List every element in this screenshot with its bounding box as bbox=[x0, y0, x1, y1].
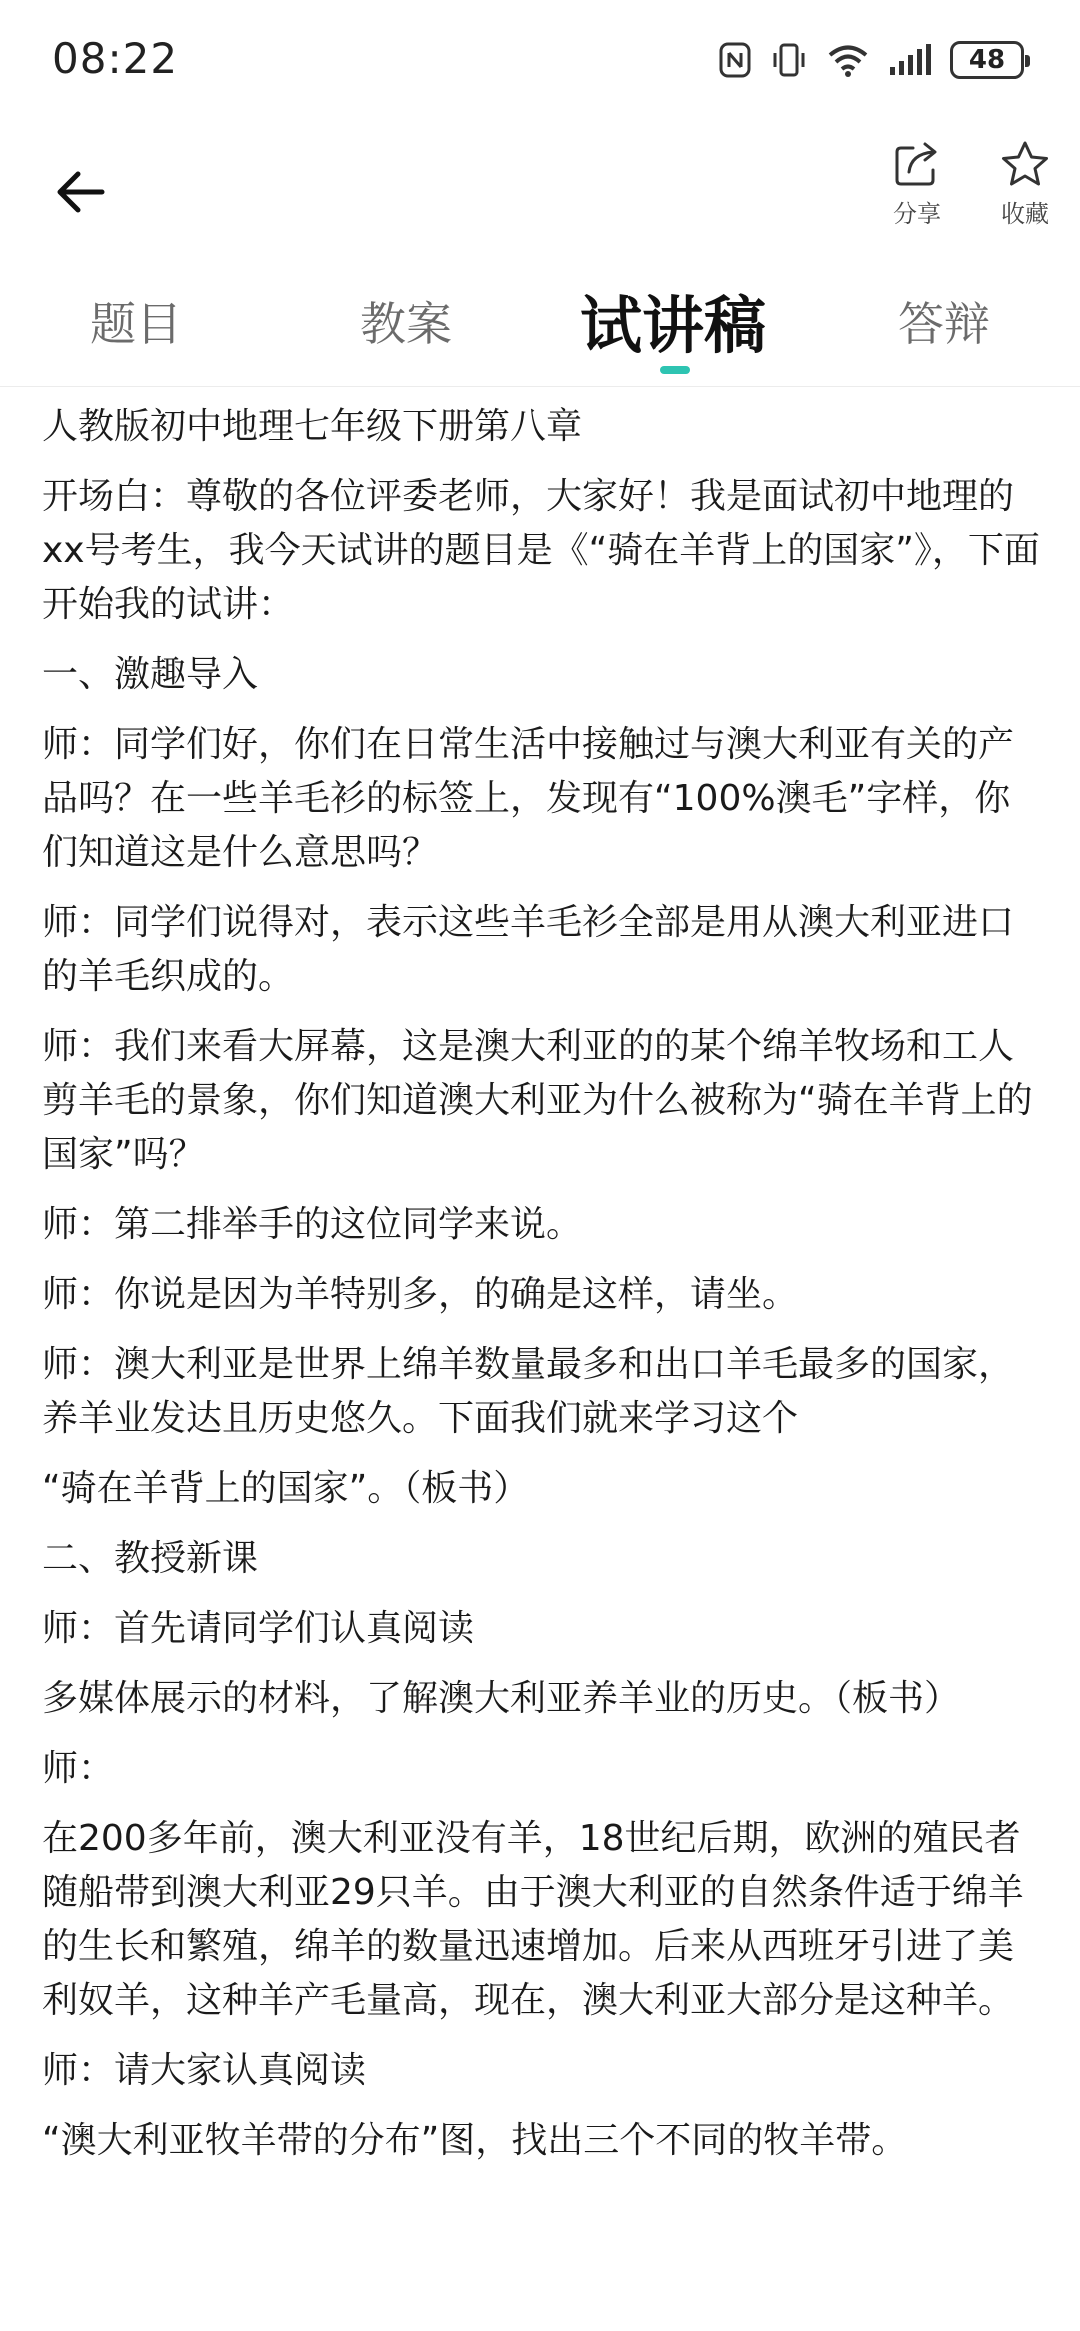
battery-icon bbox=[950, 41, 1024, 79]
paragraph: 师：第二排举手的这位同学来说。 bbox=[42, 1204, 583, 1245]
top-bar bbox=[0, 120, 1080, 260]
paragraph: 多媒体展示的材料，了解澳大利亚养羊业的历史。（板书） bbox=[42, 1678, 961, 1719]
paragraph: 师：同学们好，你们在日常生活中接触过与澳大利亚有关的产品吗？在一些羊毛衫的标签上，发现有“100%澳毛”字样，你们知道这是什么意思吗？ bbox=[42, 724, 1015, 873]
tab-defense[interactable]: 答辩 bbox=[898, 297, 990, 351]
status-time: 08:22 bbox=[52, 34, 179, 83]
paragraph: “澳大利亚牧羊带的分布”图，找出三个不同的牧羊带。 bbox=[42, 2120, 908, 2161]
paragraph: 师：你说是因为羊特别多，的确是这样，请坐。 bbox=[42, 1274, 799, 1315]
paragraph: 师：澳大利亚是世界上绵羊数量最多和出口羊毛最多的国家，养羊业发达且历史悠久。下面我们就来学习这个 bbox=[42, 1344, 1015, 1439]
wifi-icon bbox=[826, 42, 870, 78]
paragraph: 在200多年前，澳大利亚没有羊，18世纪后期，欧洲的殖民者随船带到澳大利亚29只羊。由于澳大利亚的自然条件适于绵羊的生长和繁殖，绵羊的数量迅速增加。后来从西班牙引进了美利奴羊，这种羊产毛量高，现在，澳大利亚大部分是这种羊。 bbox=[42, 1818, 1024, 2021]
share-button[interactable] bbox=[872, 140, 962, 229]
favorite-button[interactable] bbox=[980, 140, 1070, 229]
tab-bar bbox=[0, 270, 1080, 387]
battery-level: 48 bbox=[968, 45, 1006, 75]
tab-questions[interactable]: 题目 bbox=[90, 297, 182, 351]
back-button[interactable] bbox=[48, 160, 112, 224]
share-icon bbox=[893, 140, 941, 188]
paragraph: 师： bbox=[42, 1748, 115, 1789]
section-heading: 二、教授新课 bbox=[42, 1538, 259, 1579]
section-heading: 一、激趣导入 bbox=[42, 654, 259, 695]
arrow-left-icon bbox=[54, 170, 106, 214]
tab-active-indicator bbox=[660, 366, 690, 374]
share-label: 分享 bbox=[893, 200, 941, 228]
paragraph: 人教版初中地理七年级下册第八章 bbox=[42, 406, 583, 447]
signal-icon bbox=[888, 43, 932, 77]
star-icon bbox=[1000, 140, 1050, 188]
nfc-icon bbox=[718, 41, 752, 79]
paragraph: 开场白：尊敬的各位评委老师，大家好！我是面试初中地理的xx号考生，我今天试讲的题目是《“骑在羊背上的国家”》，下面开始我的试讲： bbox=[42, 476, 1040, 625]
paragraph: 师：同学们说得对，表示这些羊毛衫全部是用从澳大利亚进口的羊毛织成的。 bbox=[42, 902, 1015, 997]
paragraph: 师：首先请同学们认真阅读 bbox=[42, 1608, 475, 1649]
vibrate-icon bbox=[770, 41, 808, 79]
status-icons bbox=[718, 38, 1024, 82]
paragraph: 师：请大家认真阅读 bbox=[42, 2050, 367, 2091]
favorite-label: 收藏 bbox=[1001, 200, 1049, 228]
tab-lecture-script[interactable]: 试讲稿 bbox=[580, 289, 767, 362]
paragraph: “骑在羊背上的国家”。（板书） bbox=[42, 1468, 530, 1509]
status-bar bbox=[0, 0, 1080, 120]
tab-lesson-plan[interactable]: 教案 bbox=[360, 297, 452, 351]
lecture-script-content bbox=[42, 400, 1042, 2184]
paragraph: 师：我们来看大屏幕，这是澳大利亚的的某个绵羊牧场和工人剪羊毛的景象，你们知道澳大利亚为什么被称为“骑在羊背上的国家”吗？ bbox=[42, 1026, 1033, 1175]
